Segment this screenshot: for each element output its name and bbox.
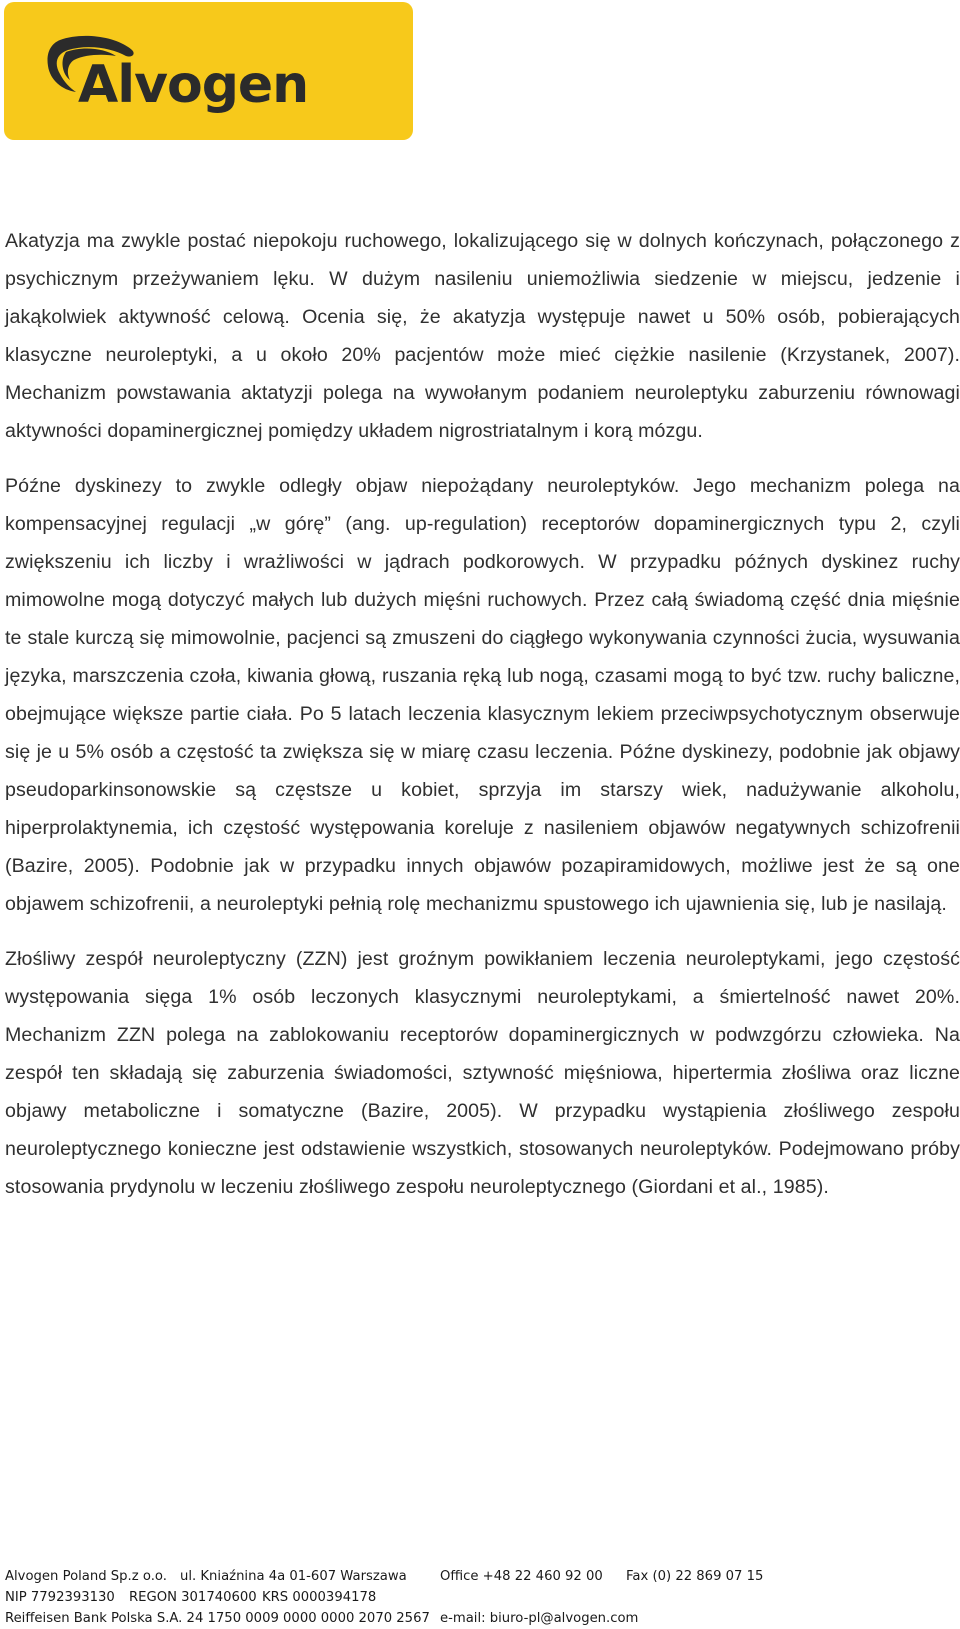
footer-regon: REGON 301740600 bbox=[129, 1590, 257, 1605]
footer-row-2 bbox=[5, 1587, 960, 1608]
footer-nip: NIP 7792393130 bbox=[5, 1590, 115, 1605]
logo-text: Alvogen bbox=[78, 55, 309, 115]
footer-row-1 bbox=[5, 1566, 960, 1587]
footer-company: Alvogen Poland Sp.z o.o. bbox=[5, 1569, 167, 1584]
logo-banner bbox=[4, 2, 413, 140]
footer-address: ul. Kniaźnina 4a 01-607 Warszawa bbox=[180, 1569, 407, 1584]
footer-email: e-mail: biuro-pl@alvogen.com bbox=[440, 1611, 639, 1626]
footer-office-phone: Office +48 22 460 92 00 bbox=[440, 1569, 603, 1584]
document-body bbox=[5, 222, 960, 1223]
footer-fax: Fax (0) 22 869 07 15 bbox=[626, 1569, 764, 1584]
footer bbox=[5, 1566, 960, 1629]
footer-row-3 bbox=[5, 1608, 960, 1629]
footer-bank: Reiffeisen Bank Polska S.A. 24 1750 0009 0000 0000 2070 2567 bbox=[5, 1611, 430, 1626]
alvogen-logo bbox=[4, 2, 413, 140]
paragraph-nms: Złośliwy zespół neuroleptyczny (ZZN) jest groźnym powikłaniem leczenia neuroleptykami, jego częstość występowania sięga 1% osób leczonych klasycznymi neuroleptykami, a śmiertelność nawet 20%. Mechanizm ZZN polega na zablokowaniu receptorów dopaminergicznych w podwzgórzu człowieka. Na zespół ten składają się zaburzenia świadomości, sztywność mięśniowa, hipertermia złośliwa oraz liczne objawy metaboliczne i somatyczne (Bazire, 2005). W przypadku wystąpienia złośliwego zespołu neuroleptycznego konieczne jest odstawienie wszystkich, stosowanych neuroleptyków. Podejmowano próby stosowania prydynolu w leczeniu złośliwego zespołu neuroleptycznego (Giordani et al., 1985). bbox=[5, 948, 960, 1198]
paragraph-akathisia: Akatyzja ma zwykle postać niepokoju ruchowego, lokalizującego się w dolnych kończynach, połączonego z psychicznym przeżywaniem lęku. W dużym nasileniu uniemożliwia siedzenie w miejscu, jedzenie i jakąkolwiek aktywność celową. Ocenia się, że akatyzja występuje nawet u 50% osób, pobierających klasyczne neuroleptyki, a u około 20% pacjentów może mieć ciężkie nasilenie (Krzystanek, 2007). Mechanizm powstawania aktatyzji polega na wywołanym podaniem neuroleptyku zaburzeniu równowagi aktywności dopaminergicznej pomiędzy układem nigrostriatalnym i korą mózgu. bbox=[5, 230, 960, 442]
footer-krs: KRS 0000394178 bbox=[262, 1590, 377, 1605]
paragraph-tardive-dyskinesia: Późne dyskinezy to zwykle odległy objaw niepożądany neuroleptyków. Jego mechanizm polega na kompensacyjnej regulacji „w górę” (ang. up-regulation) receptorów dopaminergicznych typu 2, czyli zwiększeniu ich liczby i wrażliwości w jądrach podkorowych. W przypadku późnych dyskinez ruchy mimowolne mogą dotyczyć małych lub dużych mięśni ruchowych. Przez całą świadomą część dnia mięśnie te stale kurczą się mimowolnie, pacjenci są zmuszeni do ciągłego wykonywania czynności żucia, wysuwania języka, marszczenia czoła, kiwania głową, ruszania ręką lub nogą, czasami mogą to być tzw. ruchy baliczne, obejmujące większe partie ciała. Po 5 latach leczenia klasycznym lekiem przeciwpsychotycznym obserwuje się je u 5% osób a częstość ta zwiększa się w miarę czasu leczenia. Późne dyskinezy, podobnie jak objawy pseudoparkinsonowskie są częstsze u kobiet, sprzyja im starszy wiek, nadużywanie alkoholu, hiperprolaktynemia, ich częstość występowania koreluje z nasileniem objawów negatywnych schizofrenii (Bazire, 2005). Podobnie jak w przypadku innych objawów pozapiramidowych, możliwe jest że są one objawem schizofrenii, a neuroleptyki pełnią rolę mechanizmu spustowego ich ujawnienia się, lub je nasilają. bbox=[5, 475, 960, 915]
